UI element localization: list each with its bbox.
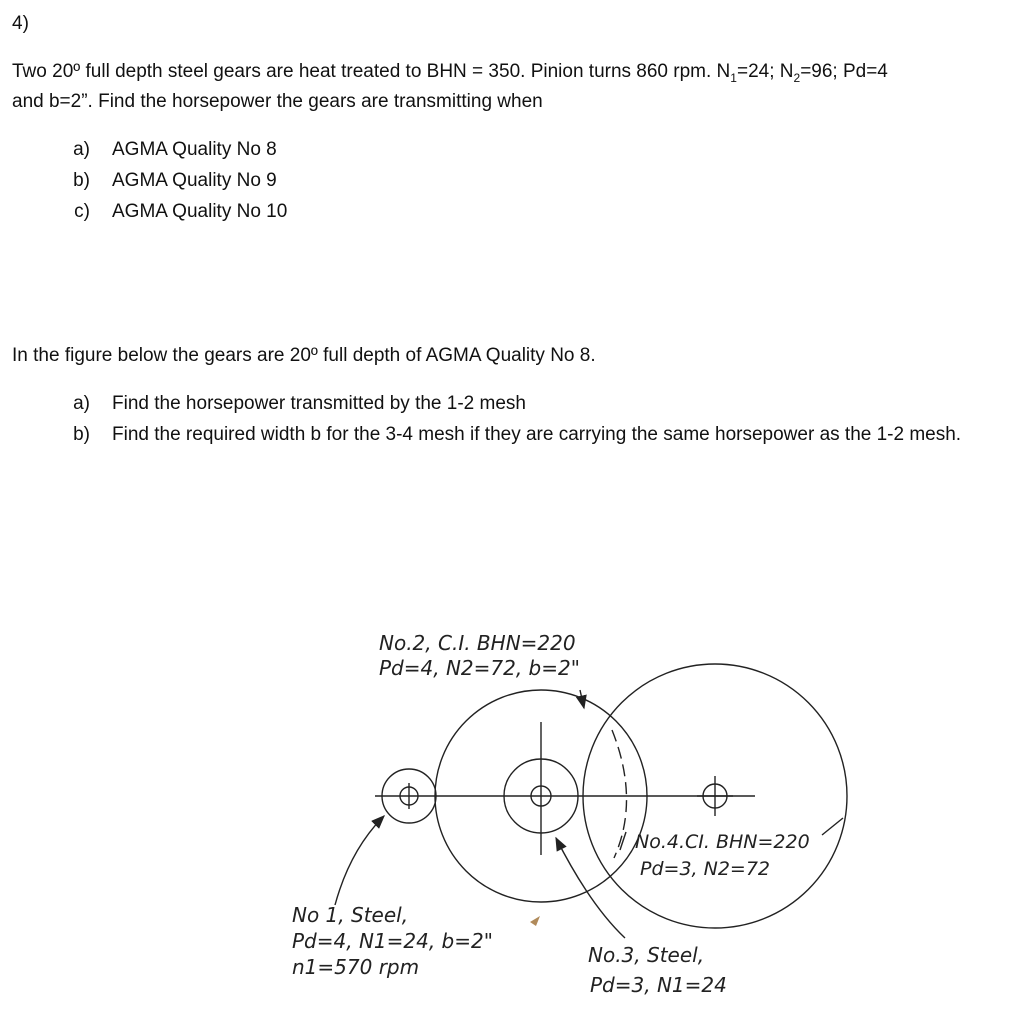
item-text: Find the horsepower transmitted by the 1-2 mesh xyxy=(112,393,526,414)
gear-4-label-2: Pd=3, N2=72 xyxy=(640,858,771,880)
n1-value: =24; N xyxy=(736,61,794,82)
gear-1-label-1: No 1, Steel, xyxy=(292,903,409,927)
leader-gear-3 xyxy=(556,838,625,938)
n2-subscript: 2 xyxy=(793,70,801,85)
gear-3-label-1: No.3, Steel, xyxy=(588,943,705,967)
gear-1-label-3: n1=570 rpm xyxy=(292,955,420,979)
gear-2-label-2: Pd=4, N2=72, b=2" xyxy=(379,656,580,680)
intro-text-a: Two 20 xyxy=(12,61,74,82)
item-label: b) xyxy=(73,170,90,191)
item-text: AGMA Quality No 10 xyxy=(112,201,288,222)
ink-mark xyxy=(530,916,540,926)
intro-line-2: and b=2”. Find the horsepower the gears are transmitting when xyxy=(12,91,543,112)
gear-3-label-2: Pd=3, N1=24 xyxy=(590,973,727,997)
problem-number: 4) xyxy=(12,13,29,34)
item-text: AGMA Quality No 8 xyxy=(112,139,277,160)
figure-intro: In the figure below the gears are 20º full depth of AGMA Quality No 8. xyxy=(12,345,596,366)
item-label: a) xyxy=(73,139,90,160)
gear-4-label-1: No.4.CI. BHN=220 xyxy=(635,831,810,853)
leader-gear-4b xyxy=(822,818,843,835)
n2-value: =96; Pd=4 xyxy=(800,61,888,82)
leader-gear-1 xyxy=(335,816,384,905)
item-text: AGMA Quality No 9 xyxy=(112,170,277,191)
item-label: a) xyxy=(73,393,90,414)
n1-subscript: 1 xyxy=(730,70,737,85)
intro-text-b: full depth steel gears are heat treated to BHN = 350. Pinion turns 860 rpm. N xyxy=(80,61,731,82)
gear-1-label-2: Pd=4, N1=24, b=2" xyxy=(292,929,493,953)
item-label: b) xyxy=(73,424,90,445)
gear-2-label-1: No.2, C.I. BHN=220 xyxy=(379,631,576,655)
degree-symbol: º xyxy=(73,61,81,82)
item-text: Find the required width b for the 3-4 mesh if they are carrying the same horsepower as the 1-2 mesh. xyxy=(112,424,962,445)
item-label: c) xyxy=(74,201,90,222)
